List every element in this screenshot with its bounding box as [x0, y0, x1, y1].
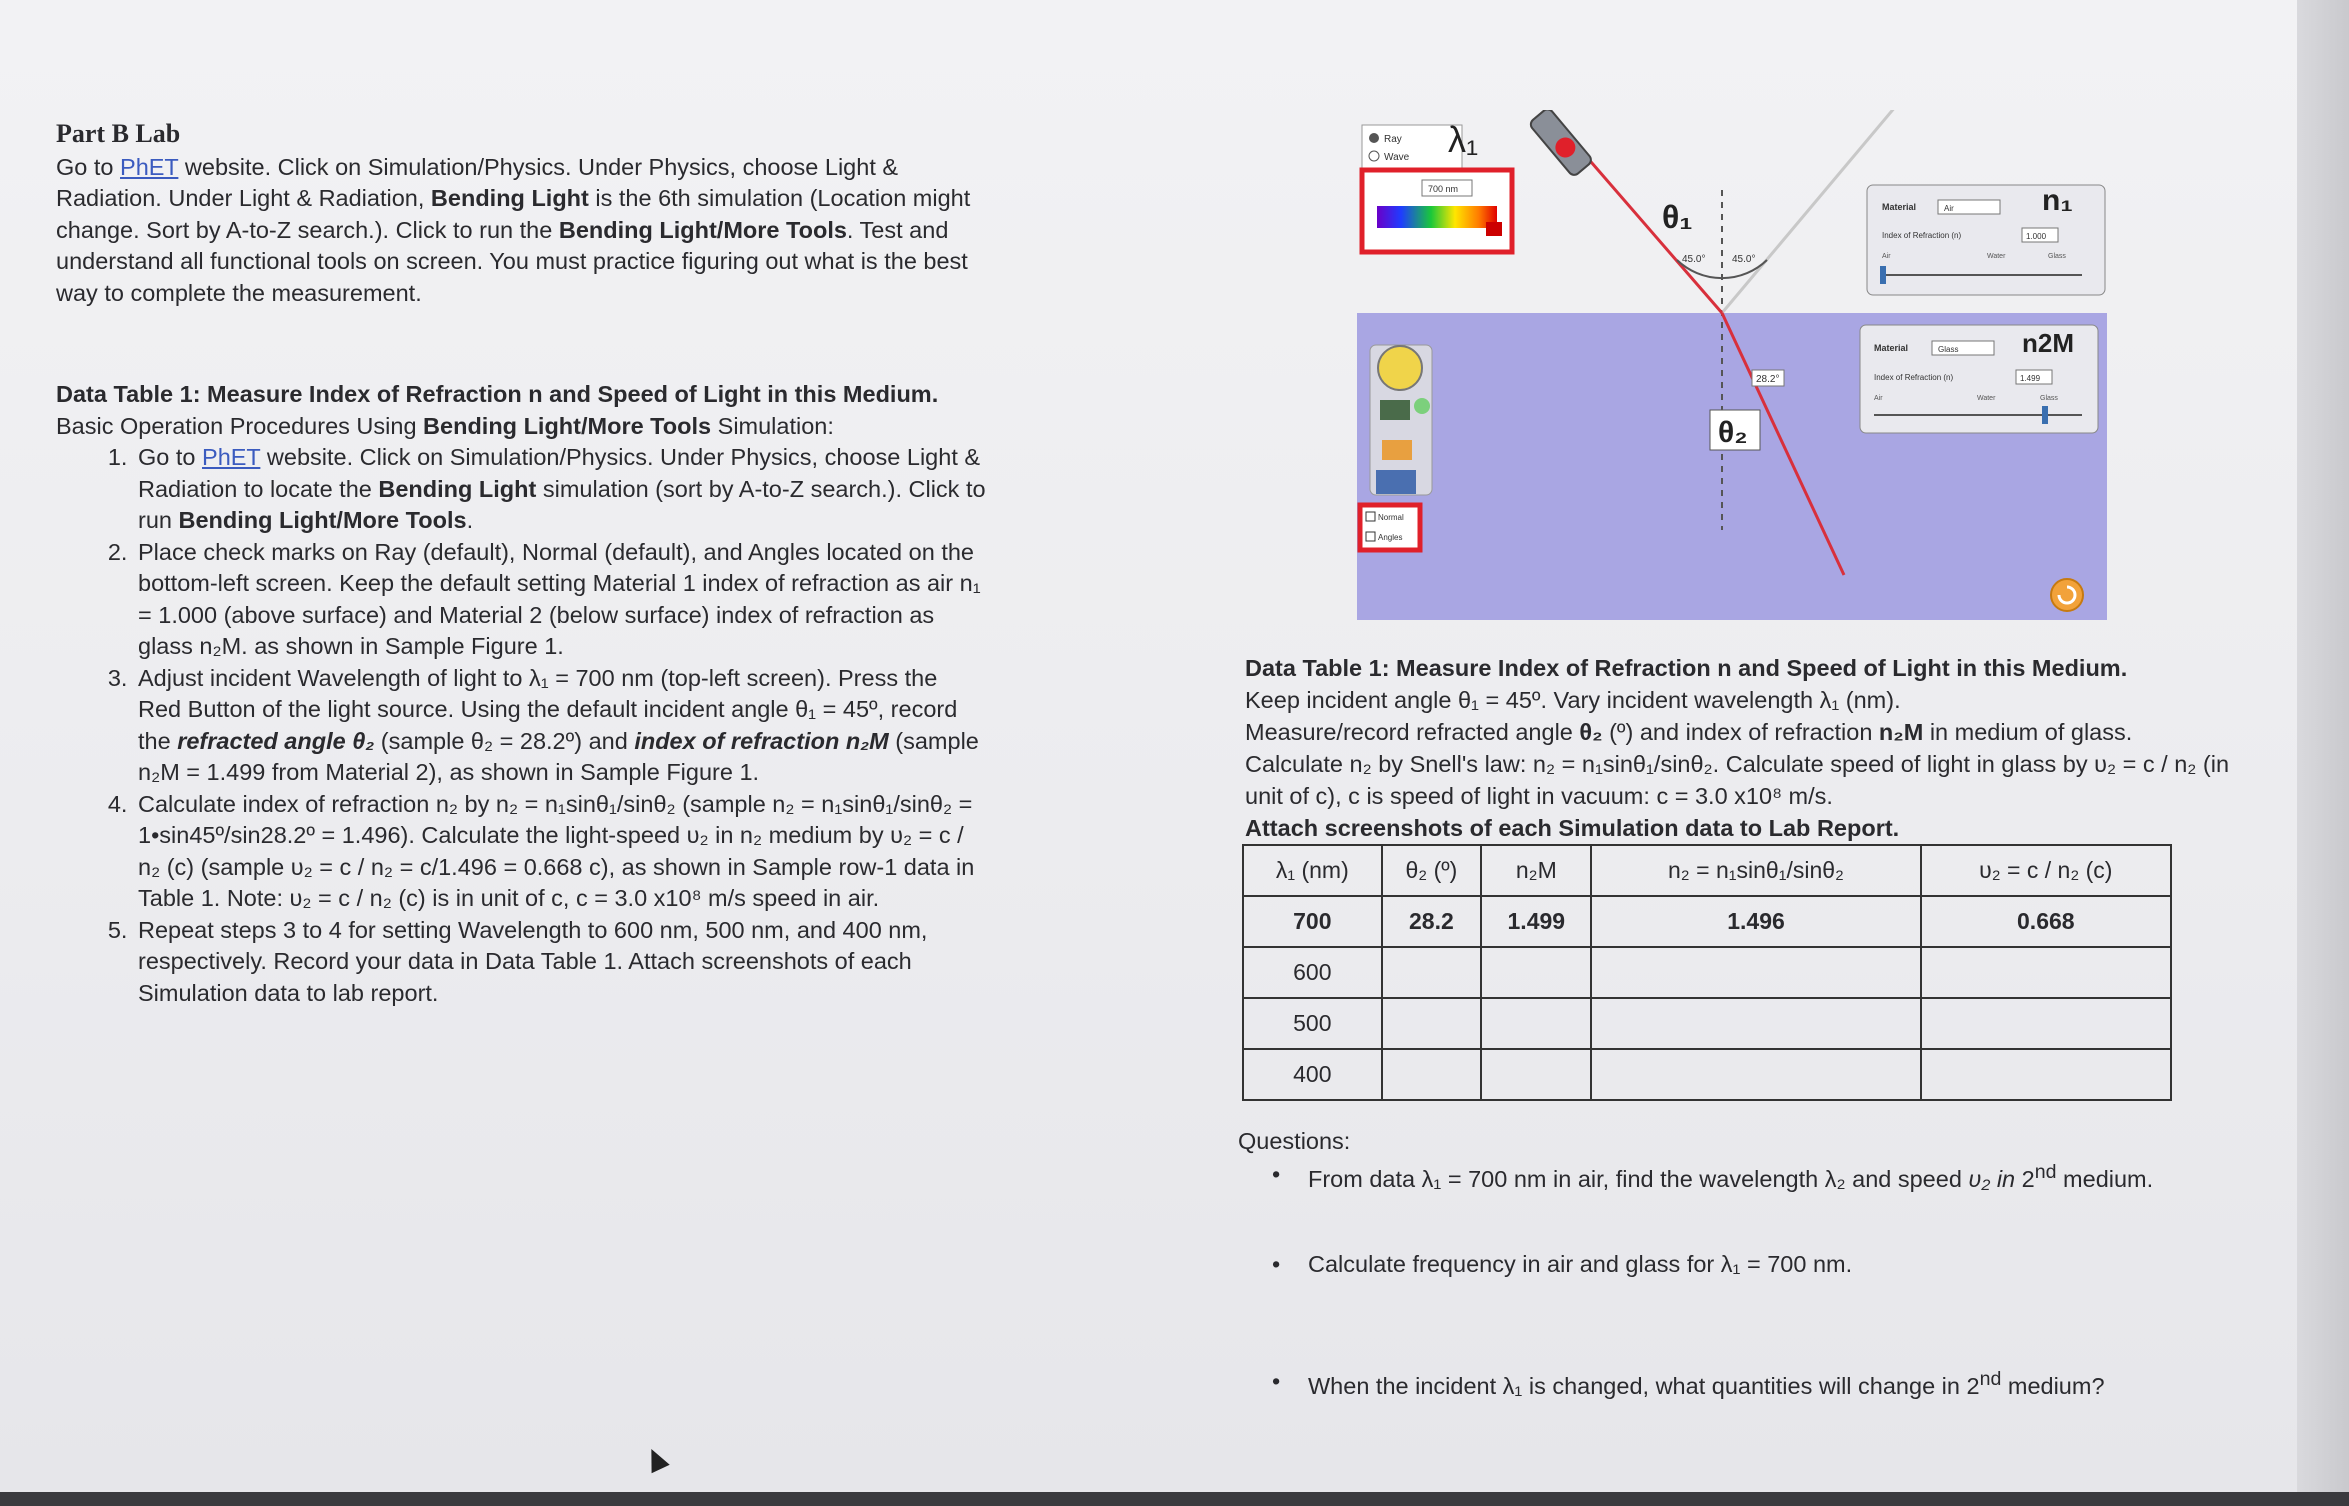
table-cell [1921, 1049, 2171, 1100]
step-bold: index of refraction n₂M [634, 727, 889, 754]
n2m-label: n2M [2022, 328, 2074, 358]
mouse-cursor-icon [642, 1445, 669, 1473]
n1-label: n₁ [2042, 184, 2073, 217]
ray-label: Ray [1384, 134, 1402, 145]
phet-link[interactable]: PhET [120, 153, 179, 180]
step-bold: Bending Light [378, 475, 537, 502]
instruction-line: Keep incident angle θ₁ = 45º. Vary incident wavelength λ₁ (nm). [1245, 687, 1901, 713]
step-item [134, 789, 986, 915]
instruction-bold: n₂M [1878, 719, 1924, 745]
wave-label: Wave [1384, 152, 1410, 163]
question-text: From data λ₁ = 700 nm in air, find the wavelength λ₂ and speed [1308, 1165, 1969, 1192]
step-text: Repeat steps 3 to 4 for setting Wavelength to 600 nm, 500 nm, and 400 nm, respectively. Record your data in Data Table 1. Attach screenshots of each Simulation data to lab report. [138, 916, 928, 1006]
question-text: medium? [2001, 1372, 2105, 1399]
step-text: (sample n₂M = 1.499 from Material 2), as shown in Sample Figure 1. [138, 727, 979, 785]
ray-radio[interactable] [1369, 133, 1379, 143]
table-cell [1591, 998, 1920, 1049]
left-table-title: Data Table 1: Measure Index of Refraction n and Speed of Light in this Medium. [56, 381, 939, 407]
table-cell: 28.2 [1382, 896, 1482, 947]
water-tick-label: Water [1977, 395, 1996, 402]
attach-note: Attach screenshots of each Simulation data to Lab Report. [1245, 815, 1900, 841]
table-cell [1921, 947, 2171, 998]
screen-bottom-edge [0, 1492, 2349, 1506]
question-text: 2 [2015, 1165, 2035, 1192]
simulation-figure [1352, 110, 2112, 620]
theta1-label: θ₁ [1662, 199, 1693, 235]
table-row [1243, 998, 2171, 1049]
instruction-bold: θ₂ [1579, 719, 1603, 745]
step-text: Calculate index of refraction n₂ by n₂ = n₁sinθ₁/sinθ₂ (sample n₂ = n₁sinθ₁/sinθ₂ = 1•sin45º/sin28.2º = 1.496). Calculate the light-speed υ₂ in n₂ medium by υ₂ = c / n₂ (c) (sample υ₂ = c / n₂ = c/1.496 = 0.668 c), as shown in Sample row-1 data in Table 1. Note: υ₂ = c / n₂ (c) is in unit of c, c = 3.0 x10⁸ m/s speed in air. [138, 790, 975, 911]
table-cell [1921, 998, 2171, 1049]
step-bold: refracted angle θ₂ [177, 727, 375, 754]
intro-paragraph [56, 152, 986, 310]
question-item [1238, 1368, 2288, 1400]
index1-label: Index of Refraction (n) [1882, 231, 1962, 240]
table-header: n₂ = n₁sinθ₁/sinθ₂ [1591, 845, 1920, 896]
index2-label: Index of Refraction (n) [1874, 373, 1954, 382]
table-cell: 400 [1243, 1049, 1382, 1100]
normal-checkbox[interactable] [1366, 512, 1375, 521]
intro-text: Go to [56, 153, 121, 180]
table-header: n₂M [1481, 845, 1591, 896]
index1-slider-thumb[interactable] [1880, 266, 1886, 284]
steps-list [56, 442, 986, 1009]
table-header: λ₁ (nm) [1243, 845, 1382, 896]
instruction-text: in medium of glass. [1923, 719, 2133, 745]
step-item [134, 537, 986, 663]
intro-text: website. Click on Simulation/Physics. Under Physics, choose Light & Radiation. Under Light & Radiation, [56, 153, 899, 211]
intro-text: is the 6th simulation (Location might change. Sort by A-to-Z search.). Click to run the [56, 185, 971, 243]
screen-edge [2297, 0, 2349, 1506]
step-text: (sample θ₂ = 28.2º) and [374, 727, 635, 754]
step-item [134, 442, 986, 537]
table-cell [1481, 998, 1591, 1049]
theta2-label: θ₂ [1718, 416, 1748, 449]
right-table-title: Data Table 1: Measure Index of Refraction n and Speed of Light in this Medium. [1245, 655, 2128, 681]
question-item: • Calculate frequency in air and glass for λ₁ = 700 nm. [1238, 1251, 2288, 1278]
speed-tool-icon[interactable] [1382, 440, 1412, 460]
step-text: Go to [138, 444, 203, 470]
table-row [1243, 1049, 2171, 1100]
instruction-text: (º) and index of refraction [1602, 719, 1879, 745]
lambda-label: λ₁ [1448, 119, 1479, 160]
question-sup: nd [1979, 1367, 2002, 1390]
table-cell: 500 [1243, 998, 1382, 1049]
intro-text: . Test and understand all functional tools on screen. You must practice figuring out what is the best way to complete the measurement. [56, 216, 968, 306]
step-text: Adjust incident Wavelength of light to λ₁ = 700 nm (top-left screen). Press the Red Button of the light source. Using the default incident angle θ₁ = 45º, record the [138, 664, 958, 754]
wavelength-thumb[interactable] [1486, 222, 1502, 236]
material2-label: Material [1874, 343, 1909, 353]
table-cell [1382, 1049, 1482, 1100]
angle1b-label: 45.0° [1732, 254, 1756, 265]
protractor-icon[interactable] [1378, 346, 1422, 390]
instruction-line: Calculate n₂ by Snell's law: n₂ = n₁sinθ₁/sinθ₂. Calculate speed of light in glass by υ₂ = c / n₂ (in unit of c), c is speed of light in vacuum: c = 3.0 x10⁸ m/s. [1245, 751, 2230, 809]
angles-label: Angles [1378, 533, 1403, 542]
question-text: medium. [2056, 1165, 2154, 1192]
normal-label: Normal [1378, 513, 1404, 522]
angle2-label: 28.2° [1756, 374, 1780, 385]
material2-value: Glass [1938, 345, 1959, 354]
table-cell [1382, 947, 1482, 998]
material1-label: Material [1882, 202, 1917, 212]
left-column [56, 118, 986, 1009]
material1-value: Air [1944, 204, 1954, 213]
table-cell [1481, 1049, 1591, 1100]
air-tick-label: Air [1882, 253, 1891, 260]
intro-bold: Bending Light/More Tools [558, 216, 847, 243]
step-text: Place check marks on Ray (default), Normal (default), and Angles located on the bottom-left screen. Keep the default setting Material 1 index of refraction as air n₁ = 1.000 (above surface) and Material 2 (below surface) index of refraction as glass n₂M. as shown in Sample Figure 1. [138, 538, 981, 659]
phet-link[interactable]: PhET [202, 444, 261, 470]
step-item [134, 663, 986, 789]
data-table [1242, 844, 2172, 1101]
step-text: . [466, 507, 474, 533]
intro-bold: Bending Light [430, 185, 589, 211]
reset-button[interactable] [2051, 579, 2083, 611]
laser-source[interactable] [1528, 110, 1593, 177]
step-item [134, 915, 986, 1010]
table-cell: 0.668 [1921, 896, 2171, 947]
wavelength-value: 700 nm [1428, 184, 1459, 194]
instruction-text: Measure/record refracted angle [1245, 719, 1580, 745]
table-cell [1382, 998, 1482, 1049]
table-cell: 600 [1243, 947, 1382, 998]
glass-tick-label: Glass [2040, 395, 2058, 402]
air-tick-label: Air [1874, 395, 1883, 402]
procedures-text: Simulation: [711, 412, 834, 439]
wave-sensor-icon[interactable] [1376, 470, 1416, 494]
right-column [1245, 652, 2245, 844]
step-text: simulation (sort by A-to-Z search.). Click to run [138, 475, 986, 533]
question-item [1238, 1161, 2288, 1193]
index2-slider-thumb[interactable] [2042, 406, 2048, 424]
question-sup: nd [2034, 1161, 2057, 1183]
instruction-line [1245, 716, 2245, 748]
table-cell [1591, 947, 1920, 998]
table-cell [1481, 947, 1591, 998]
water-tick-label: Water [1987, 253, 2006, 260]
index2-value: 1.499 [2020, 374, 2041, 383]
procedures-bold: Bending Light/More Tools [423, 412, 712, 439]
table-cell: 1.496 [1591, 896, 1920, 947]
question-text: υ₂ in [1968, 1165, 2016, 1192]
table-header-row [1243, 845, 2171, 896]
angle1a-label: 45.0° [1682, 254, 1706, 265]
table-cell: 1.499 [1481, 896, 1591, 947]
table-row [1243, 896, 2171, 947]
question-text: When the incident λ₁ is changed, what quantities will change in 2 [1308, 1372, 1980, 1399]
ray-wave-panel [1362, 125, 1462, 170]
procedures-text: Basic Operation Procedures Using [56, 412, 424, 439]
glass-tick-label: Glass [2048, 253, 2066, 260]
incident-ray [1572, 140, 1722, 313]
step-bold: Bending Light/More Tools [178, 507, 467, 533]
part-title: Part B Lab [56, 119, 181, 148]
table-cell: 700 [1243, 896, 1382, 947]
index1-value: 1.000 [2026, 232, 2047, 241]
intensity-meter-icon[interactable] [1380, 400, 1410, 420]
step-text: website. Click on Simulation/Physics. Under Physics, choose Light & Radiation to locate the [138, 444, 981, 502]
questions-heading: Questions: [1238, 1128, 1351, 1154]
questions-section [1238, 1128, 2288, 1400]
table-header: θ₂ (º) [1382, 845, 1482, 896]
angles-checkbox[interactable] [1366, 532, 1375, 541]
probe-icon[interactable] [1414, 398, 1430, 414]
table-cell [1591, 1049, 1920, 1100]
procedures-heading [56, 411, 986, 443]
table-header: υ₂ = c / n₂ (c) [1921, 845, 2171, 896]
wavelength-spectrum-slider[interactable] [1377, 206, 1497, 228]
table-row [1243, 947, 2171, 998]
